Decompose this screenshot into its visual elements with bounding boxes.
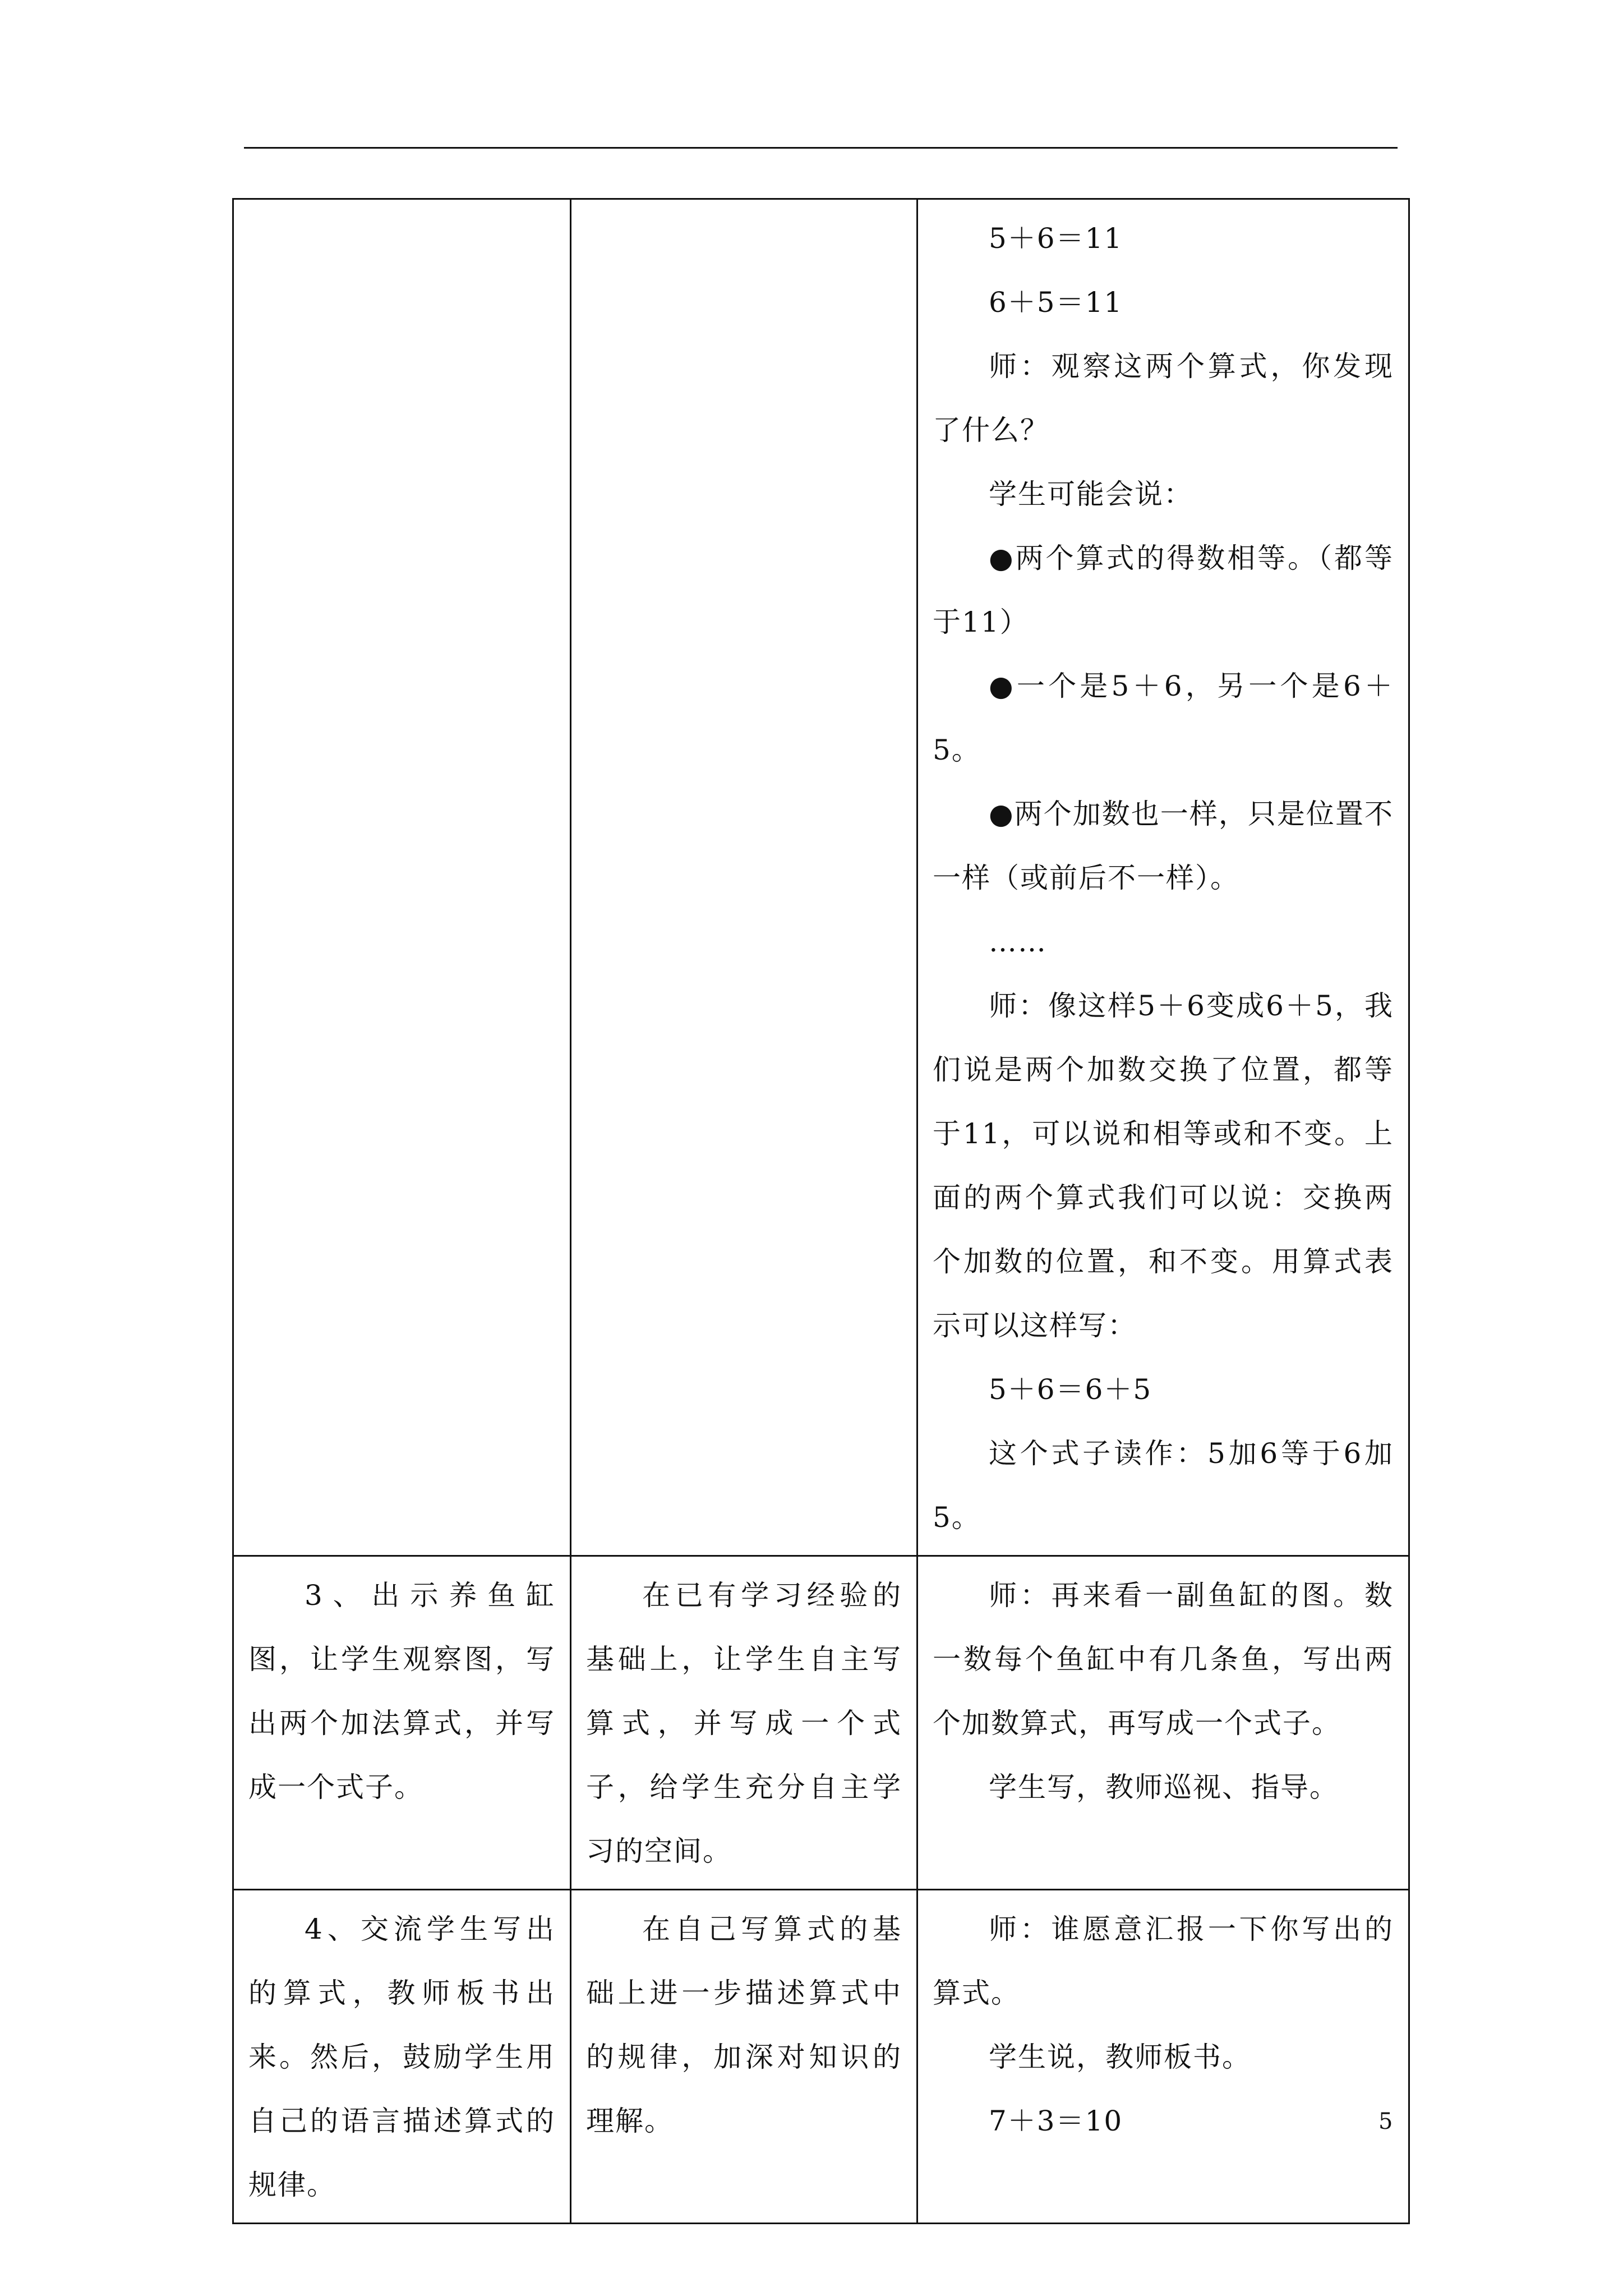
paragraph: 师：再来看一副鱼缸的图。数一数每个鱼缸中有几条鱼，写出两个加数算式，再写成一个式子。 <box>933 1579 1394 1740</box>
paragraph: ●两个算式的得数相等。（都等于11） <box>933 542 1394 638</box>
process-cell <box>917 1890 1409 2224</box>
paragraph: 7＋3＝10 <box>989 2105 1123 2137</box>
paragraph: 学生写，教师巡视、指导。 <box>989 1771 1339 1803</box>
paragraph: 在自己写算式的基础上进一步描述算式中的规律，加深对知识的理解。 <box>586 1913 902 2137</box>
paragraph: ●两个加数也一样，只是位置不一样（或前后不一样）。 <box>933 798 1394 894</box>
paragraph: 6＋5＝11 <box>989 286 1123 319</box>
intent-cell <box>571 199 917 1556</box>
lesson-plan-table <box>232 198 1410 2224</box>
process-cell <box>917 1556 1409 1890</box>
paragraph: 学生可能会说： <box>989 478 1193 510</box>
activity-cell <box>233 199 571 1556</box>
activity-cell <box>233 1556 571 1890</box>
table-row <box>233 199 1409 1556</box>
paragraph: 5＋6＝11 <box>989 222 1123 255</box>
paragraph: ●一个是5＋6，另一个是6＋5。 <box>933 670 1394 766</box>
intent-cell <box>571 1556 917 1890</box>
paragraph: 在已有学习经验的基础上，让学生自主写算式，并写成一个式子，给学生充分自主学习的空间。 <box>586 1579 902 1867</box>
paragraph: 学生说，教师板书。 <box>989 2041 1251 2073</box>
paragraph: …… <box>989 926 1047 958</box>
page-number: 5 <box>1378 2109 1393 2134</box>
header-rule <box>244 147 1398 149</box>
activity-cell <box>233 1890 571 2224</box>
paragraph: 5＋6＝6＋5 <box>989 1373 1152 1406</box>
paragraph: 师：观察这两个算式，你发现了什么？ <box>933 350 1394 447</box>
paragraph: 师：像这样5＋6变成6＋5，我们说是两个加数交换了位置，都等于11，可以说和相等或和不变。上面的两个算式我们可以说：交换两个加数的位置，和不变。用算式表示可以这样写： <box>933 990 1394 1342</box>
paragraph: 3、出示养鱼缸图，让学生观察图，写出两个加法算式，并写成一个式子。 <box>248 1579 555 1803</box>
paragraph: 师：谁愿意汇报一下你写出的算式。 <box>933 1913 1394 2009</box>
intent-cell <box>571 1890 917 2224</box>
table-row <box>233 1890 1409 2224</box>
paragraph: 4、交流学生写出的算式，教师板书出来。然后，鼓励学生用自己的语言描述算式的规律。 <box>248 1913 555 2201</box>
paragraph: 这个式子读作：5加6等于6加5。 <box>933 1437 1394 1534</box>
table-row <box>233 1556 1409 1890</box>
process-cell <box>917 199 1409 1556</box>
